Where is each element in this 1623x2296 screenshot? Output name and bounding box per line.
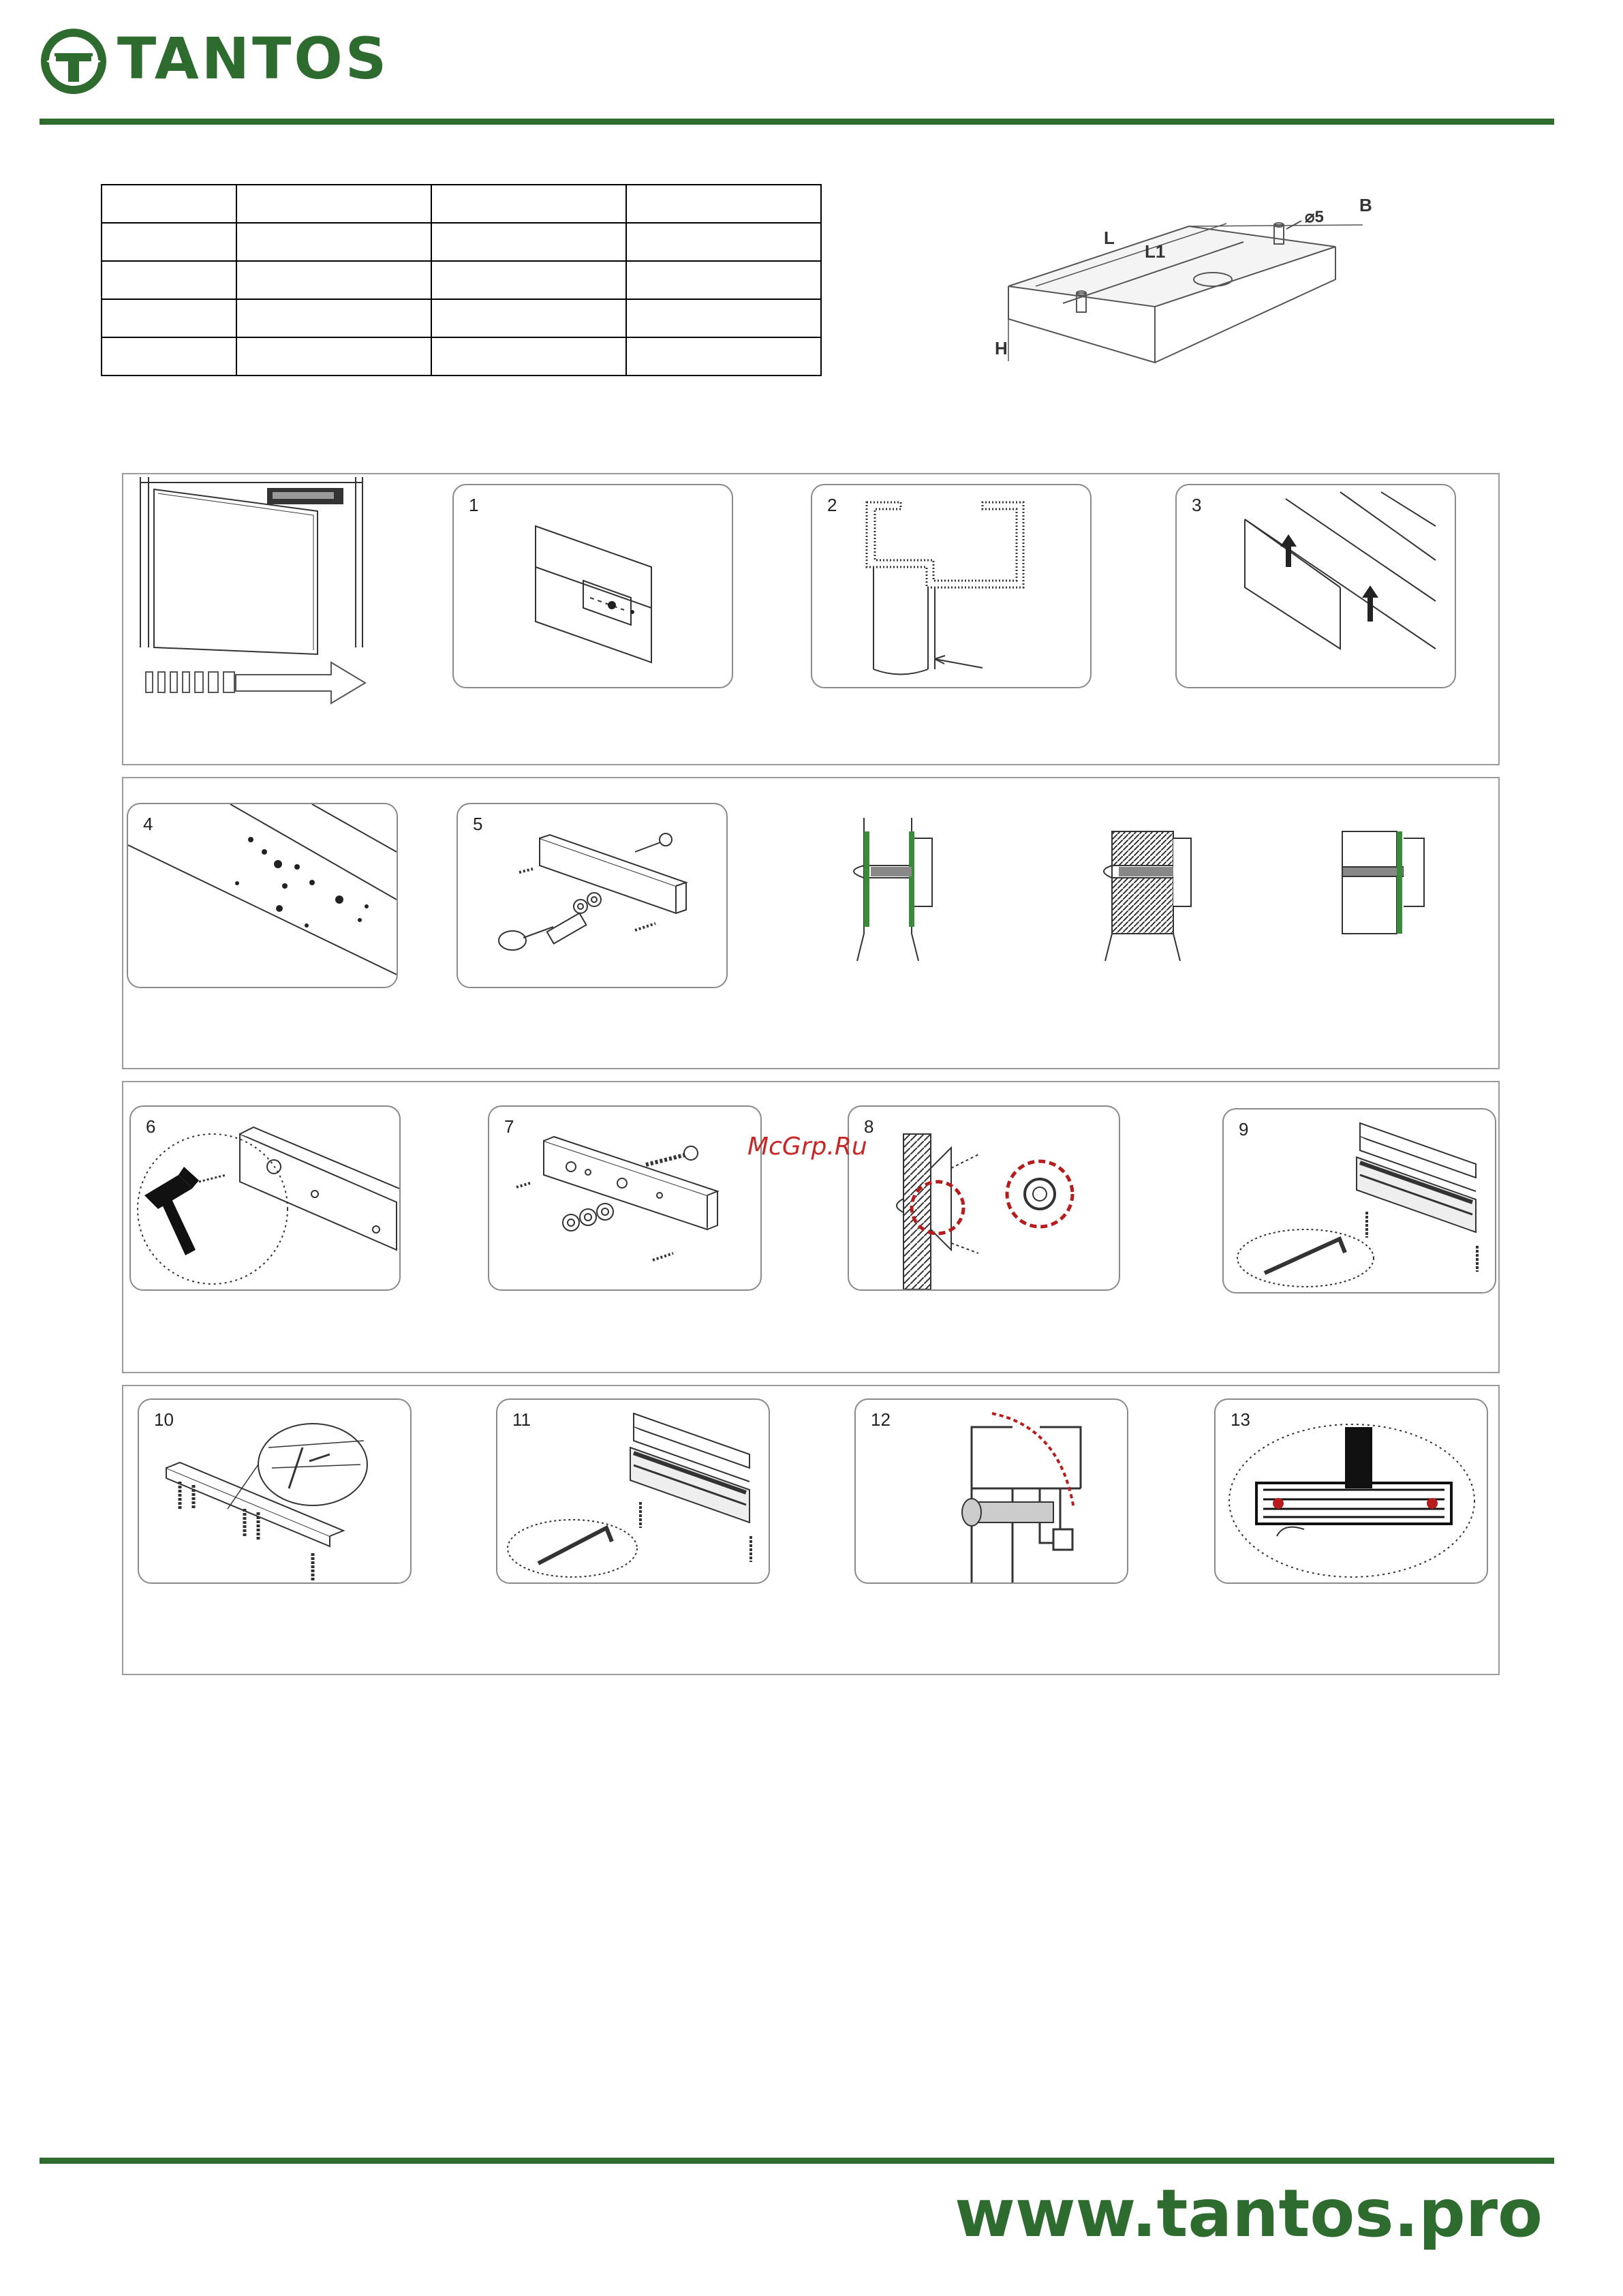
step-card-2 [811, 484, 1092, 688]
step-number: 3 [1192, 495, 1202, 515]
step-card-13 [1214, 1398, 1488, 1584]
step-card-10 [138, 1398, 412, 1584]
spec-table [101, 184, 822, 376]
dimension-diagram [981, 184, 1431, 382]
hex-key-icon [538, 1528, 612, 1563]
step-card-5 [457, 803, 728, 988]
table-row [102, 261, 821, 299]
mount-section-solid [1096, 818, 1218, 961]
step-card-6 [129, 1105, 401, 1291]
step-number: 4 [143, 814, 153, 834]
table-row [102, 223, 821, 261]
step-number: 7 [504, 1116, 514, 1137]
brand-logo [40, 27, 108, 95]
step-number: 1 [469, 495, 479, 515]
table-row [102, 337, 821, 376]
door-illustration [134, 477, 379, 709]
step-card-3 [1175, 484, 1456, 688]
table-row [102, 185, 821, 223]
step-number: 11 [512, 1409, 531, 1430]
mount-section-glass [844, 818, 966, 961]
mount-section-frame [1329, 818, 1451, 940]
website-url[interactable]: www.tantos.pro [955, 2175, 1543, 2252]
label-hole: ⌀5 [1305, 208, 1324, 226]
footer-rule [40, 2158, 1554, 2164]
hammer-icon [144, 1167, 199, 1255]
step-number: 8 [864, 1116, 874, 1137]
tantos-logo-icon [40, 27, 108, 95]
direction-arrow-icon [236, 662, 365, 703]
step-card-8 [848, 1105, 1120, 1291]
hex-key-icon [1265, 1239, 1345, 1273]
step-number: 2 [827, 495, 837, 515]
watermark: McGrp.Ru [747, 1133, 867, 1161]
label-width: B [1359, 195, 1372, 215]
step-card-4 [127, 803, 398, 988]
label-length: L [1104, 228, 1115, 248]
step-number: 12 [871, 1409, 891, 1430]
step-number: 13 [1231, 1409, 1250, 1430]
step-number: 10 [154, 1409, 174, 1430]
step-card-1 [452, 484, 733, 688]
label-height: H [995, 338, 1008, 358]
header-rule [40, 119, 1554, 125]
step-card-11 [496, 1398, 770, 1584]
label-length-inner: L1 [1145, 241, 1166, 262]
brand-name: TANTOS [117, 25, 390, 92]
step-number: 6 [146, 1116, 156, 1137]
step-card-9 [1222, 1108, 1496, 1294]
step-card-12 [854, 1398, 1128, 1584]
step-number: 5 [473, 814, 483, 834]
table-row [102, 299, 821, 337]
step-number: 9 [1239, 1119, 1249, 1139]
step-card-7 [488, 1105, 762, 1291]
